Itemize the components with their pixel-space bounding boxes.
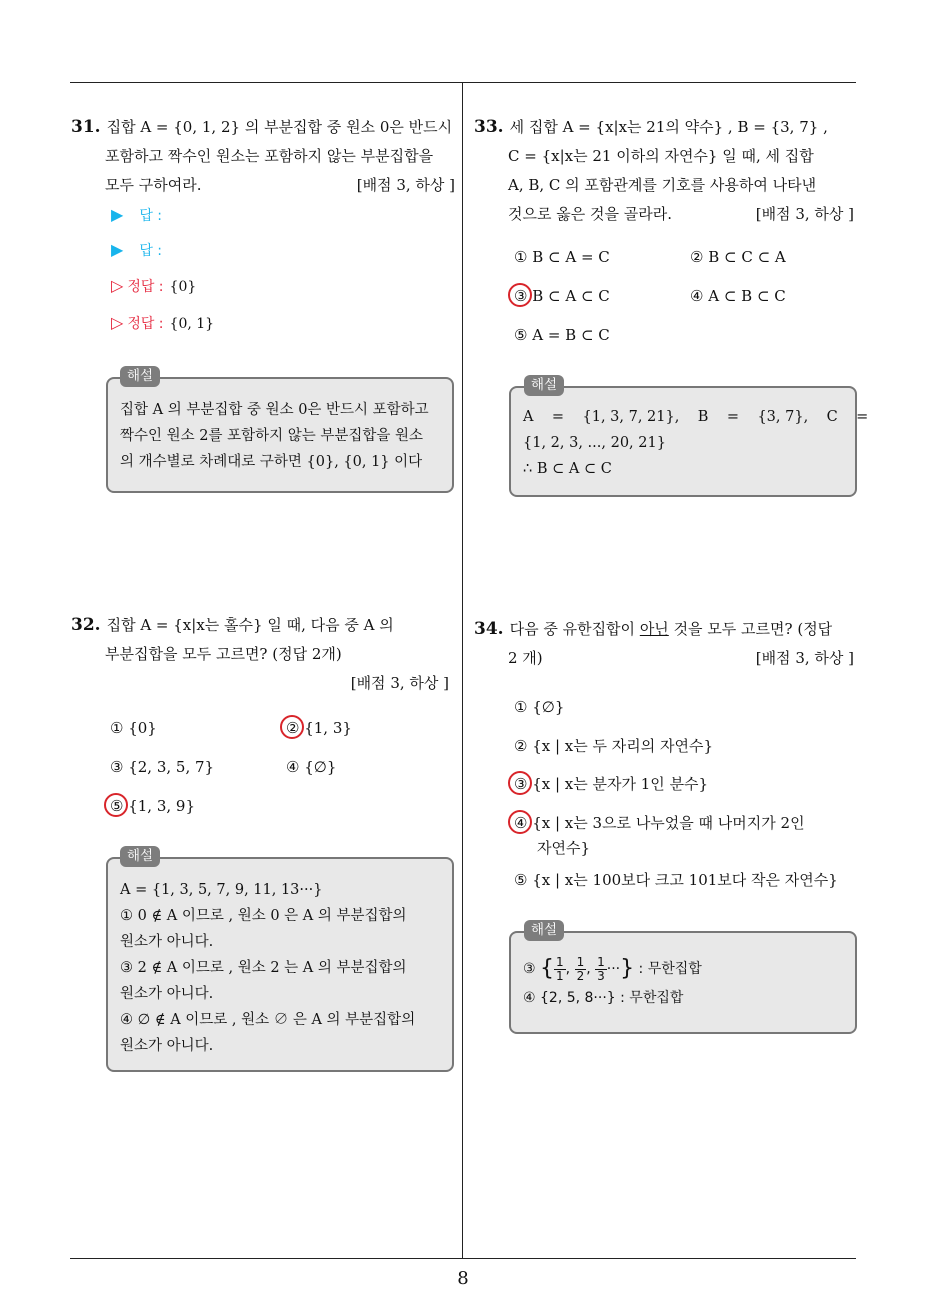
- fraction: $\frac{1}{1}$: [556, 954, 564, 983]
- explanation-suffix: : 무한집합: [634, 961, 702, 977]
- explanation-line: {1, 2, 3, ..., 20, 21}: [523, 435, 666, 451]
- selected-circle-mark: [508, 283, 532, 307]
- score-label: [배점 3, 하상 ]: [356, 176, 455, 194]
- question-31: [71, 113, 455, 200]
- explanation-line: 의 개수별로 차례대로 구하면 {0}, {0, 1} 이다: [120, 454, 423, 470]
- question-text-part: 다음 중 유한집합이: [509, 620, 640, 638]
- score-label: [배점 3, 하상 ]: [755, 649, 854, 667]
- choice-2[interactable]: ② {1, 3}: [286, 719, 352, 737]
- choice-3[interactable]: ③ B ⊂ A ⊂ C: [514, 287, 610, 305]
- brace-left: {: [540, 956, 555, 981]
- explanation-line: 원소가 아니다.: [120, 986, 214, 1002]
- choice-2[interactable]: ② B ⊂ C ⊂ A: [690, 248, 786, 266]
- choice-1[interactable]: ① B ⊂ A = C: [514, 248, 610, 266]
- explanation-line: ④ ∅ ∉ A 이므로 , 원소 ∅ 은 A 의 부분집합의: [120, 1012, 416, 1028]
- question-text-line: 집합 A = {x|x는 홀수} 일 때, 다음 중 A 의: [106, 616, 394, 634]
- brace-right: }: [620, 956, 635, 981]
- triangle-outline-icon: ▷: [111, 313, 124, 332]
- choice-4-continued: 자연수}: [537, 839, 591, 857]
- explanation-line: ① 0 ∉ A 이므로 , 원소 0 은 A 의 부분집합의: [120, 908, 407, 924]
- choice-3[interactable]: ③ {2, 3, 5, 7}: [110, 758, 215, 776]
- explanation-marker: ③: [523, 961, 536, 977]
- explanation-line: ∴ B ⊂ A ⊂ C: [523, 461, 612, 477]
- question-number: 34.: [474, 619, 504, 639]
- explanation-box: [509, 386, 869, 497]
- explanation-line: ③ { $\frac{1}{1}$ , $\frac{1}{2}$ , $\frac{1}{3}$ ···} : 무한집합: [523, 954, 702, 983]
- fraction: $\frac{1}{3}$: [597, 954, 605, 983]
- choice-2[interactable]: ② {x | x는 두 자리의 자연수}: [514, 737, 714, 755]
- choice-3[interactable]: ③ {x | x는 분자가 1인 분수}: [514, 775, 709, 793]
- explanation-line: A = {1, 3, 7, 21}, B = {3, 7}, C =: [523, 409, 869, 425]
- explanation-tag: 해설: [524, 920, 564, 941]
- choice-4[interactable]: ④ {∅}: [286, 758, 337, 776]
- question-text-line: 모두 구하여라.: [105, 176, 202, 194]
- selected-circle-mark: [508, 771, 532, 795]
- explanation-line: 집합 A 의 부분집합 중 원소 0은 반드시 포함하고: [120, 402, 429, 418]
- score-label: [배점 3, 하상 ]: [350, 674, 449, 692]
- triangle-outline-icon: ▷: [111, 276, 124, 295]
- explanation-line: 원소가 아니다.: [120, 1038, 214, 1054]
- explanation-line: ④ {2, 5, 8···} : 무한집합: [523, 990, 684, 1006]
- correct-value: {0}: [169, 279, 197, 295]
- question-text-line: 세 집합 A = {x|x는 21의 약수} , B = {3, 7} ,: [509, 118, 828, 136]
- fraction: $\frac{1}{2}$: [576, 954, 585, 983]
- choice-5[interactable]: ⑤ {1, 3, 9}: [110, 797, 196, 815]
- choice-5[interactable]: ⑤ {x | x는 100보다 크고 101보다 작은 자연수}: [514, 871, 838, 889]
- answer-label: 답 :: [139, 243, 163, 259]
- question-text-line: 2 개): [508, 649, 543, 667]
- question-text-line: 집합 A = {0, 1, 2} 의 부분집합 중 원소 0은 반드시: [106, 118, 453, 136]
- correct-label: 정답 :: [127, 316, 164, 332]
- question-text-part: 것을 모두 고르면? (정답: [668, 620, 833, 638]
- selected-circle-mark: [104, 793, 128, 817]
- bottom-rule: [70, 1258, 856, 1259]
- question-32: [71, 611, 449, 698]
- score-label: [배점 3, 하상 ]: [755, 205, 854, 223]
- question-number: 32.: [71, 615, 101, 635]
- question-text-line: 부분집합을 모두 고르면? (정답 2개): [105, 645, 342, 663]
- question-text-line: A, B, C 의 포함관계를 기호를 사용하여 나타낸: [508, 176, 817, 194]
- explanation-box: [509, 931, 857, 1034]
- correct-row-1: [111, 275, 196, 298]
- question-text-line: C = {x|x는 21 이하의 자연수} 일 때, 세 집합: [508, 147, 814, 165]
- underlined-word: 아닌: [639, 620, 669, 638]
- correct-label: 정답 :: [127, 279, 164, 295]
- correct-row-2: [111, 312, 214, 335]
- choice-1[interactable]: ① {∅}: [514, 698, 565, 716]
- explanation-line: A = {1, 3, 5, 7, 9, 11, 13···}: [120, 882, 323, 898]
- choice-1[interactable]: ① {0}: [110, 719, 157, 737]
- choice-4[interactable]: ④ A ⊂ B ⊂ C: [690, 287, 786, 305]
- selected-circle-mark: [508, 810, 532, 834]
- column-divider: [462, 83, 463, 1258]
- question-number: 33.: [474, 117, 504, 137]
- triangle-icon: ▶: [111, 240, 124, 259]
- explanation-box: [106, 857, 454, 1072]
- explanation-line: 원소가 아니다.: [120, 934, 214, 950]
- explanation-line: 짝수인 원소 2를 포함하지 않는 부분집합을 원소: [120, 428, 424, 444]
- choice-5[interactable]: ⑤ A = B ⊂ C: [514, 326, 610, 344]
- choice-4[interactable]: ④ {x | x는 3으로 나누었을 때 나머지가 2인: [514, 814, 805, 832]
- answer-row-1: [111, 204, 162, 227]
- explanation-tag: 해설: [120, 366, 160, 387]
- explanation-tag: 해설: [524, 375, 564, 396]
- explanation-tag: 해설: [120, 846, 160, 867]
- explanation-line: ③ 2 ∉ A 이므로 , 원소 2 는 A 의 부분집합의: [120, 960, 407, 976]
- answer-row-2: [111, 239, 162, 262]
- question-33: [474, 113, 854, 229]
- answer-label: 답 :: [139, 208, 163, 224]
- triangle-icon: ▶: [111, 205, 124, 224]
- question-text-line: 포함하고 짝수인 원소는 포함하지 않는 부분집합을: [105, 147, 434, 165]
- question-text-line: 것으로 옳은 것을 골라라.: [508, 205, 672, 223]
- explanation-box: [106, 377, 454, 493]
- page-number: 8: [457, 1268, 469, 1289]
- correct-value: {0, 1}: [169, 316, 215, 332]
- question-34: [474, 615, 854, 673]
- selected-circle-mark: [280, 715, 304, 739]
- top-rule: [70, 82, 856, 83]
- question-number: 31.: [71, 117, 101, 137]
